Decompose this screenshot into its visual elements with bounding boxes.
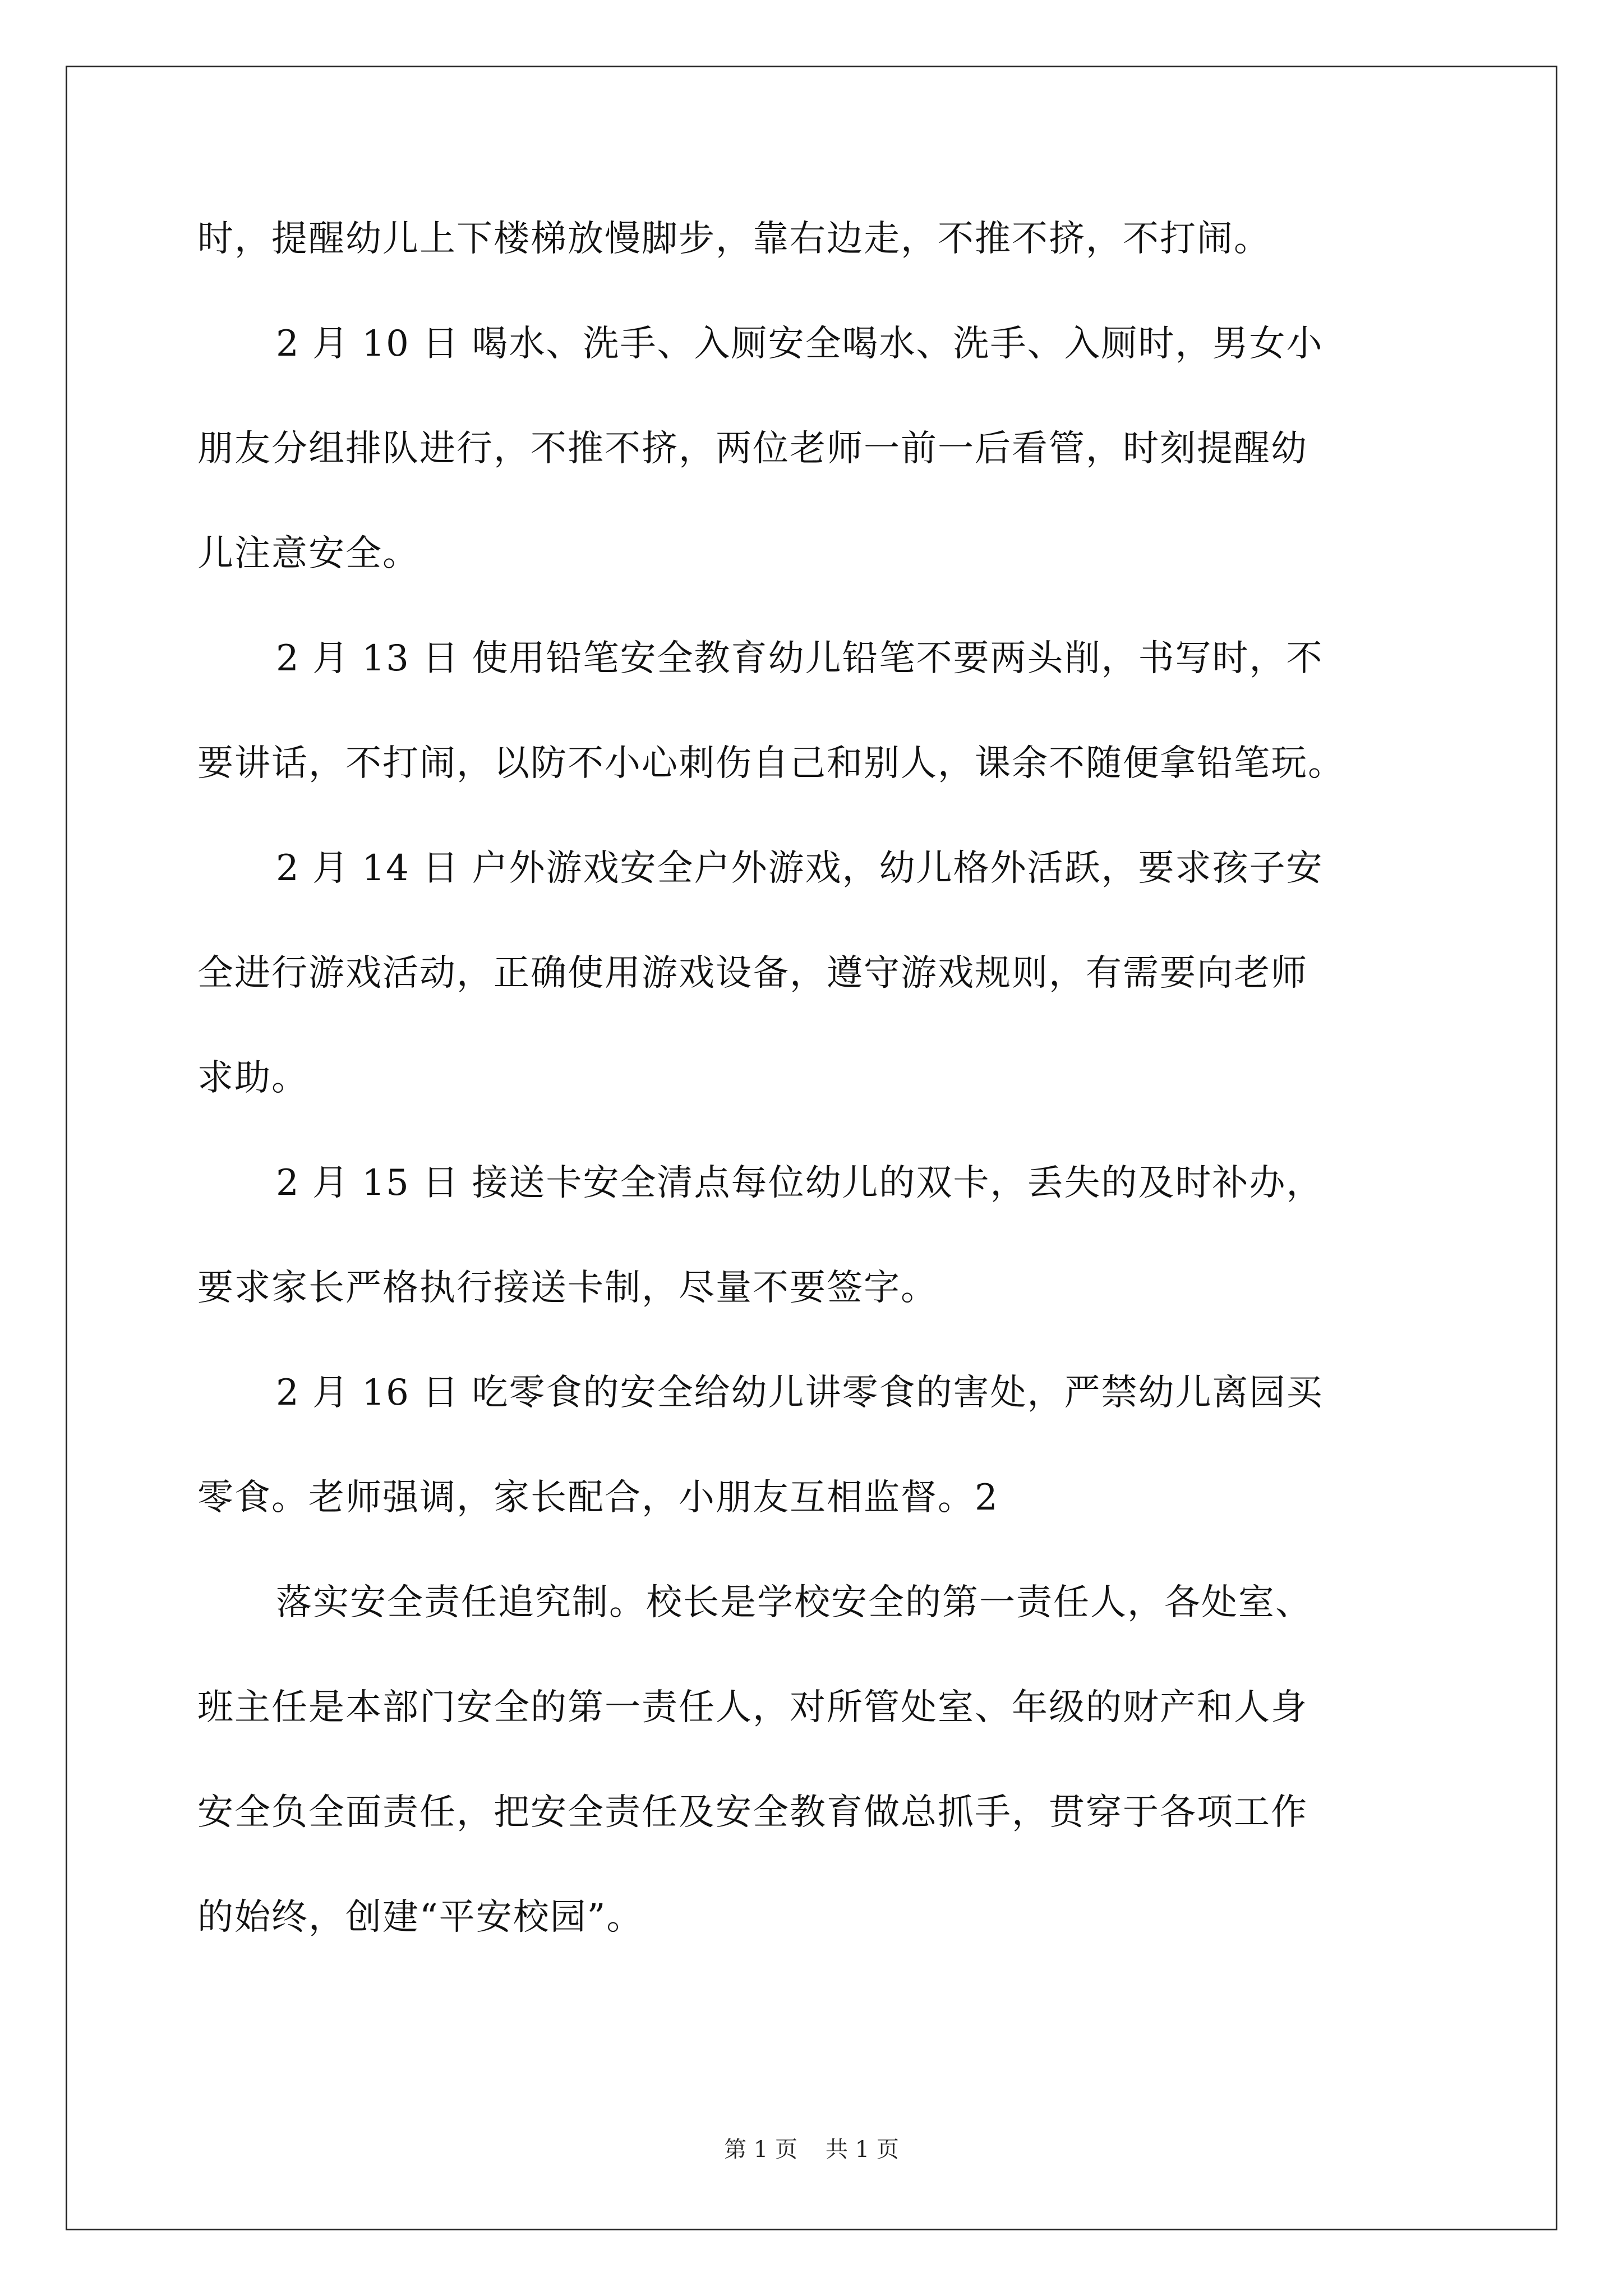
text-line: 时，提醒幼儿上下楼梯放慢脚步，靠右边走，不推不挤，不打闹。 [197,218,1271,260]
text-line: 要讲话，不打闹，以防不小心刺伤自己和别人，课余不随便拿铅笔玩。 [197,743,1345,784]
text-line: 求助。 [197,1057,308,1099]
text-line: 班主任是本部门安全的第一责任人，对所管处室、年级的财产和人身 [197,1687,1308,1728]
text-line: 2 月 10 日 喝水、洗手、入厕安全喝水、洗手、入厕时，男女小 [276,323,1324,365]
text-line: 儿注意安全。 [197,533,419,574]
text-line: 朋友分组排队进行，不推不挤，两位老师一前一后看管，时刻提醒幼 [197,428,1308,470]
text-line: 全进行游戏活动，正确使用游戏设备，遵守游戏规则，有需要向老师 [197,953,1308,994]
page-number-current: 第 1 页 [724,2137,797,2162]
text-line: 落实安全责任追究制。校长是学校安全的第一责任人，各处室、 [276,1582,1312,1623]
text-line: 2 月 15 日 接送卡安全清点每位幼儿的双卡，丢失的及时补办， [276,1162,1324,1204]
text-line: 2 月 13 日 使用铅笔安全教育幼儿铅笔不要两头削，书写时，不 [276,638,1324,679]
text-line: 安全负全面责任，把安全责任及安全教育做总抓手，贯穿于各项工作 [197,1792,1308,1833]
page-number-total: 共 1 页 [826,2137,899,2162]
page-footer [0,2132,1623,2164]
text-line: 2 月 14 日 户外游戏安全户外游戏，幼儿格外活跃，要求孩子安 [276,848,1324,889]
text-line: 2 月 16 日 吃零食的安全给幼儿讲零食的害处，严禁幼儿离园买 [276,1372,1324,1414]
text-line: 零食。老师强调，家长配合，小朋友互相监督。2 [197,1477,999,1519]
document-body [197,218,1441,2001]
text-line: 的始终，创建“平安校园”。 [197,1897,644,1938]
text-line: 要求家长严格执行接送卡制，尽量不要签字。 [197,1267,938,1309]
